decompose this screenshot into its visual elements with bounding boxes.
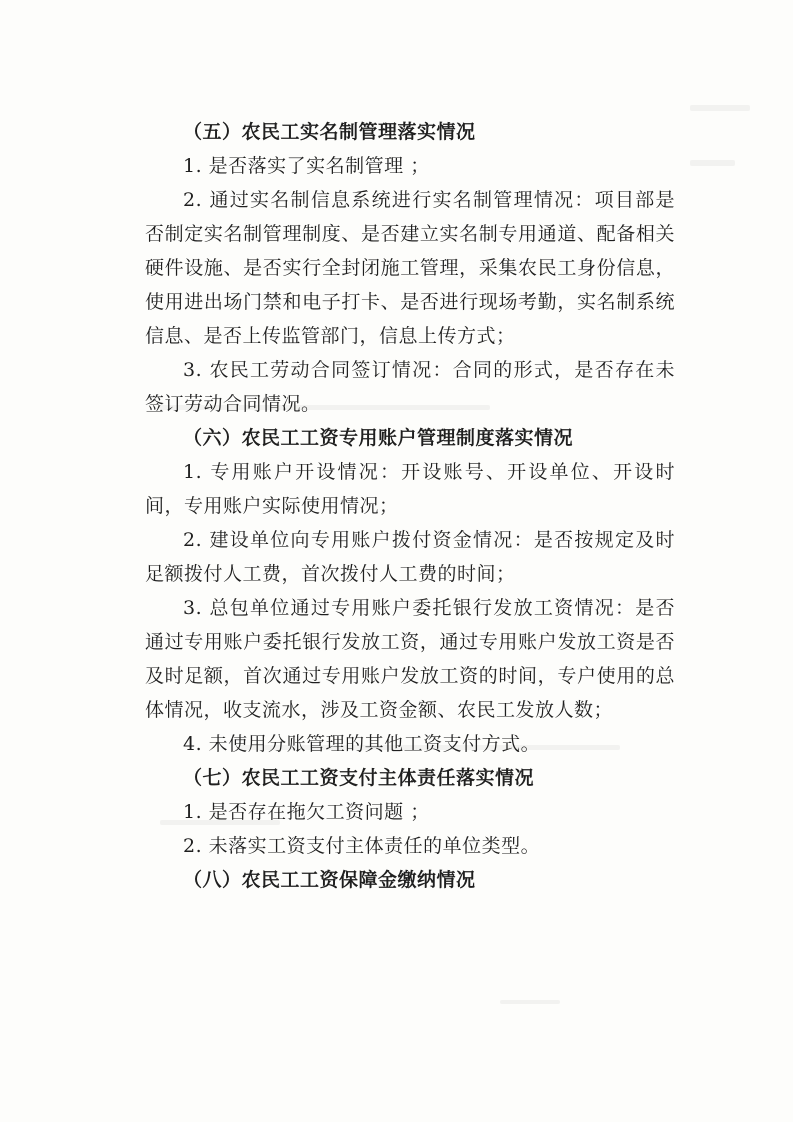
scan-artifact	[500, 1000, 560, 1004]
section-5-item-3: 3. 农民工劳动合同签订情况：合同的形式，是否存在未签订劳动合同情况。	[145, 359, 675, 415]
section-heading-7: （七）农民工工资支付主体责任落实情况	[183, 767, 535, 789]
scan-artifact	[690, 160, 735, 166]
section-heading-6: （六）农民工工资专用账户管理制度落实情况	[183, 427, 574, 449]
section-5-item-2: 2. 通过实名制信息系统进行实名制管理情况：项目部是否制定实名制管理制度、是否建立实名制专用通道、配备相关硬件设施、是否实行全封闭施工管理，采集农民工身份信息，使用进出场门禁和电子打卡、是否进行现场考勤，实名制系统信息、是否上传监管部门，信息上传方式；	[145, 189, 675, 347]
section-7-item-2: 2. 未落实工资支付主体责任的单位类型。	[183, 835, 541, 857]
section-6-item-2: 2. 建设单位向专用账户拨付资金情况：是否按规定及时足额拨付人工费，首次拨付人工费的时间；	[145, 529, 675, 585]
section-heading-5: （五）农民工实名制管理落实情况	[183, 121, 476, 143]
section-6-item-1: 1. 专用账户开设情况：开设账号、开设单位、开设时间，专用账户实际使用情况；	[145, 461, 675, 517]
document-body	[145, 115, 675, 897]
section-7-item-1: 1. 是否存在拖欠工资问题 ；	[183, 801, 430, 823]
section-6-item-3: 3. 总包单位通过专用账户委托银行发放工资情况：是否通过专用账户委托银行发放工资，通过专用账户发放工资是否及时足额，首次通过专用账户发放工资的时间，专户使用的总体情况，收支流水，涉及工资金额、农民工发放人数；	[145, 597, 675, 721]
section-5-item-1: 1. 是否落实了实名制管理 ；	[183, 155, 430, 177]
section-heading-8: （八）农民工工资保障金缴纳情况	[183, 869, 476, 891]
scan-artifact	[690, 105, 750, 111]
section-6-item-4: 4. 未使用分账管理的其他工资支付方式。	[183, 733, 541, 755]
